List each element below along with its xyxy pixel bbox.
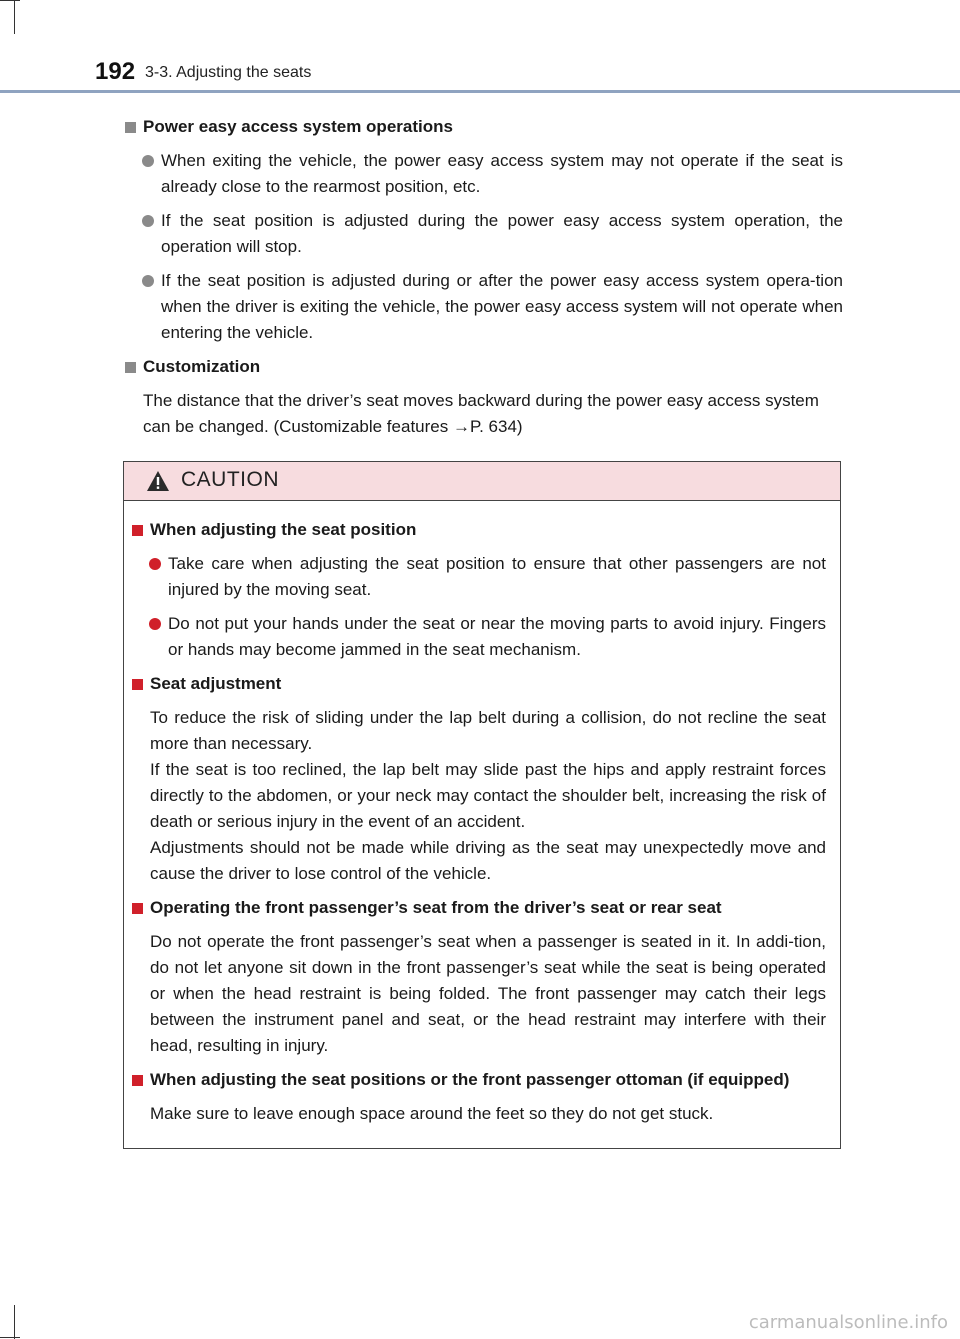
caution-title: CAUTION xyxy=(181,468,279,491)
round-bullet-icon xyxy=(142,275,154,287)
section-title: 3-3. Adjusting the seats xyxy=(145,64,312,81)
round-bullet-icon xyxy=(149,558,161,570)
caution-box xyxy=(123,461,841,1149)
caution-body xyxy=(124,501,840,1127)
caution-heading: When adjusting the seat positions or the front passenger ottoman (if equipped) xyxy=(132,1067,826,1093)
bullet-item: Do not put your hands under the seat or near the moving parts to avoid injury. Fingers or hands may become jammed in the seat mechanism. xyxy=(132,611,826,663)
caution-paragraph: Do not operate the front passenger’s seat when a passenger is seated in it. In addi-tion, do not let anyone sit down in the front passenger’s seat while the seat is being operated or when the head restraint is being folded. The front passenger may catch their legs between the instrument panel and seat, or the head restraint may interfere with their head, resulting in injury. xyxy=(150,932,826,1055)
header-rule xyxy=(0,90,960,93)
caution-heading: When adjusting the seat position xyxy=(132,517,826,543)
bullet-item: If the seat position is adjusted during or after the power easy access system opera-tion when the driver is exiting the vehicle, the power easy access system will not operate when entering the vehicle. xyxy=(125,268,843,346)
caution-heading: Seat adjustment xyxy=(132,671,826,697)
section-heading: Power easy access system operations xyxy=(125,114,843,140)
customization-text: The distance that the driver’s seat moves backward during the power easy access system can be changed. (Customizable features →P. 634) xyxy=(143,391,819,436)
square-bullet-icon xyxy=(132,679,143,690)
crop-mark xyxy=(0,0,20,1)
watermark: carmanualsonline.info xyxy=(748,1312,948,1333)
crop-mark xyxy=(14,0,15,34)
crop-mark xyxy=(0,1337,20,1338)
caution-header xyxy=(124,462,840,501)
bullet-item: Take care when adjusting the seat position to ensure that other passengers are not injured by the moving seat. xyxy=(132,551,826,603)
warning-triangle-icon xyxy=(146,470,170,492)
bullet-item: If the seat position is adjusted during the power easy access system operation, the operation will stop. xyxy=(125,208,843,260)
caution-paragraph: Make sure to leave enough space around the feet so they do not get stuck. xyxy=(150,1104,714,1123)
round-bullet-icon xyxy=(142,155,154,167)
main-content xyxy=(125,106,843,440)
square-bullet-icon xyxy=(125,362,136,373)
section-heading: Customization xyxy=(125,354,843,380)
caution-heading: Operating the front passenger’s seat from the driver’s seat or rear seat xyxy=(132,895,826,921)
round-bullet-icon xyxy=(142,215,154,227)
crop-mark xyxy=(14,1305,15,1339)
caution-paragraph: To reduce the risk of sliding under the lap belt during a collision, do not recline the seat more than necessary. If the seat is too reclined, the lap belt may slide past the hips and apply restraint forces directly to the abdomen, or your neck may contact the shoulder belt, increasing the risk of death or serious injury in the event of an accident. Adjustments should not be made while driving as the seat may unexpectedly move and cause the driver to lose control of the vehicle. xyxy=(150,708,826,883)
square-bullet-icon xyxy=(132,1075,143,1086)
page-number: 192 xyxy=(95,58,136,85)
bullet-item: When exiting the vehicle, the power easy access system may not operate if the seat is already close to the rearmost position, etc. xyxy=(125,148,843,200)
square-bullet-icon xyxy=(125,122,136,133)
round-bullet-icon xyxy=(149,618,161,630)
square-bullet-icon xyxy=(132,903,143,914)
square-bullet-icon xyxy=(132,525,143,536)
